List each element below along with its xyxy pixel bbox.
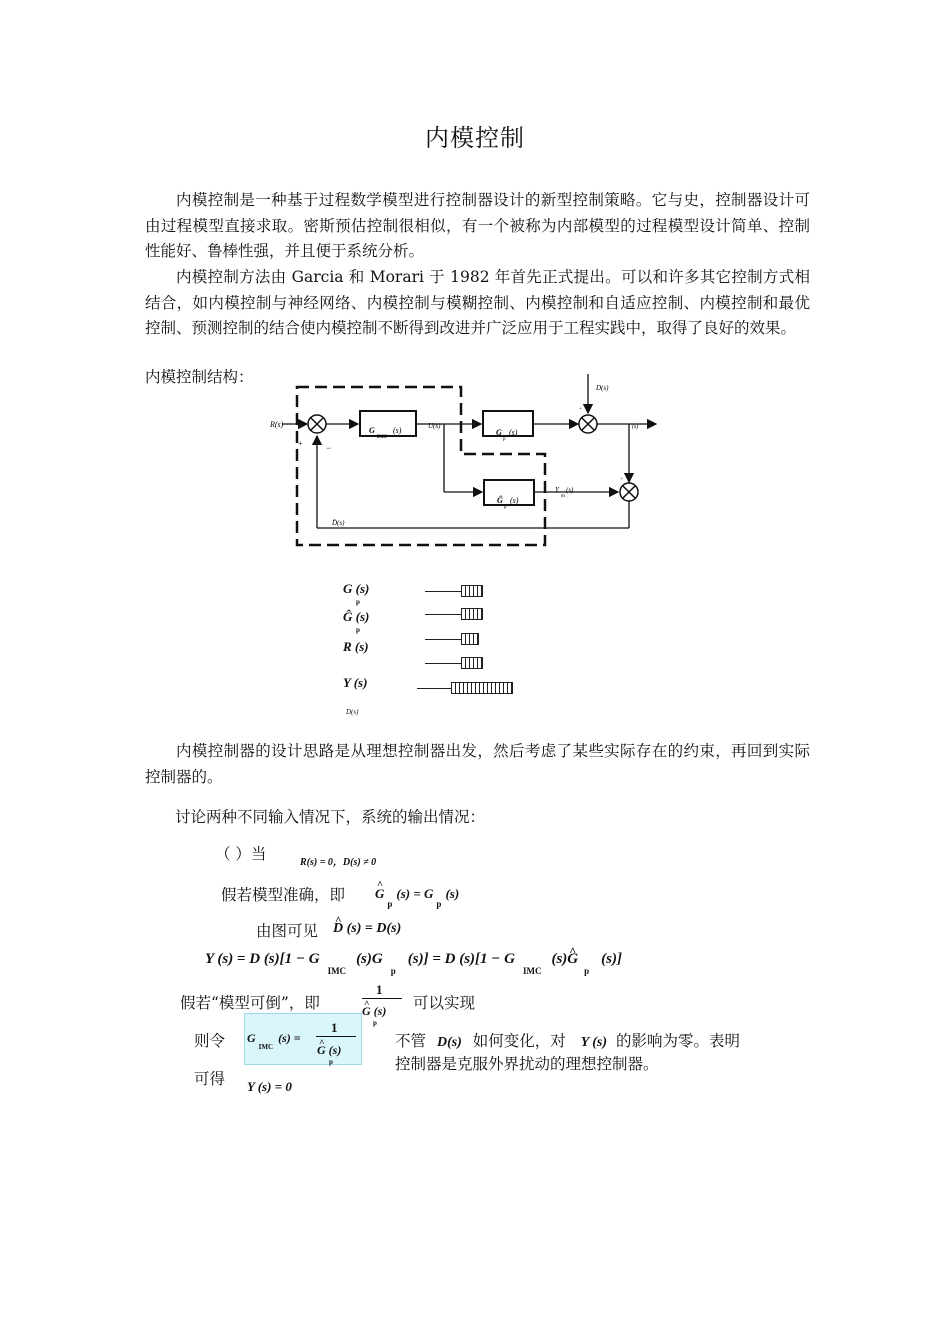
page-title: 内模控制 [425,124,525,152]
legend-gp-hat: Ĝ (s) [343,609,370,624]
assume-equation: ^ $G_p(s) = G_p(s)$ [375,886,459,902]
legend-extra-box [461,657,483,669]
structure-label: 内模控制结构： [145,368,254,386]
paragraph-history: 内模控制方法由 Garcia 和 Morari 于 1982 年首先正式提出。可以和许多其它控制方式相结合，如内模控制与神经网络、内模控制与模糊控制、内模控制和自适应控制、内模控制和最优控制、预测控制的结合使内模控制不断得到改进并广泛应用于工程实践中，取得了良好的效果。 [145,268,810,337]
paragraph-intro: 内模控制是一种基于过程数学模型进行控制器设计的新型控制策略。它与史，控制器设计可由过程模型直接求取。密斯预估控制很相似，有一个被称为内部模型的过程模型设计简单、控制性能好、鲁棒性强，并且便于系统分析。 [145,191,810,260]
case-1-label: （ ）当 [215,845,267,863]
block-gp-label: G [496,428,502,437]
svg-text:+: + [620,477,623,482]
label-r-input: R(s) [270,420,284,429]
legend-r: R (s) [343,639,369,654]
label-y-output: (s) [632,424,639,430]
conclusion-line-1: 不管 D(s) 如何变化，对 Y (s) 的影响为零。表明 [395,1032,740,1050]
sign-minus-1: − [326,443,332,453]
let-equation-lhs: $G_{IMC}(s)$ = [247,1031,301,1051]
result-label: 可得 [194,1070,226,1088]
svg-text:m: m [561,494,565,499]
discuss-text: 讨论两种不同输入情况下，系统的输出情况： [175,808,486,826]
result-equation: Y (s) = 0 [247,1079,292,1094]
legend-d-small: D(s) [346,708,359,716]
block-gp-hat-label: Ĝ [497,496,503,505]
seen-text: 由图可见 [256,922,319,940]
invert-numerator: 1 [376,982,383,997]
block-gp-hat [484,480,534,505]
svg-text:p: p [504,505,507,510]
legend-gp: G (s) [343,581,370,596]
invert-denominator: ^ G (s) [362,1004,386,1019]
svg-text:p: p [503,437,506,442]
svg-text:(s): (s) [510,496,519,505]
sign-plus-1: + [298,439,303,448]
svg-text:(s): (s) [566,486,574,494]
svg-text:IMC: IMC [377,435,388,440]
label-ym: Y [555,486,559,494]
legend-gp-hat-box [461,608,483,620]
svg-text:+: + [579,407,582,412]
imc-block-diagram [260,370,680,555]
legend-y-box [451,682,513,694]
main-output-equation: Y (s) = D $(s)[1 - G_{IMC}(s)G_p(s)] = D$ $(s)[1 - G_{IMC}(s)\^{}$ $G_p(s)$] [205,951,622,968]
block-gp [483,411,533,436]
label-d-disturbance: D(s) [596,384,609,392]
conclusion-line-2: 控制器是克服外界扰动的理想控制器。 [395,1055,659,1073]
assume-text: 假若模型准确，即 [221,886,346,904]
paragraph-design: 内模控制器的设计思路是从理想控制器出发，然后考虑了某些实际存在的约束，再回到实际控制器的。 [145,742,810,786]
let-numerator: 1 [331,1020,338,1035]
legend-y: Y (s) [343,675,368,690]
legend-gp-box [461,585,483,597]
svg-text:(s): (s) [393,426,402,435]
let-denominator: ^ G (s) [317,1043,341,1058]
legend-r-box [461,633,479,645]
let-label: 则令 [194,1032,226,1050]
legend-gp-sub: p [356,598,360,606]
svg-text:(s): (s) [509,428,518,437]
seen-equation: ^ D (s) = D(s) [333,921,401,937]
label-u: U(s) [428,422,441,430]
invert-text: 假若“模型可倒”，即 [180,994,320,1012]
block-g-imc-label: G [369,426,375,435]
invert-then: 可以实现 [413,994,476,1012]
label-d-hat: D̂(s) [332,519,345,527]
case-1-condition: R(s) = 0，D(s) ≠ 0 [300,857,377,868]
legend-gp-hat-sub: p [356,626,360,634]
